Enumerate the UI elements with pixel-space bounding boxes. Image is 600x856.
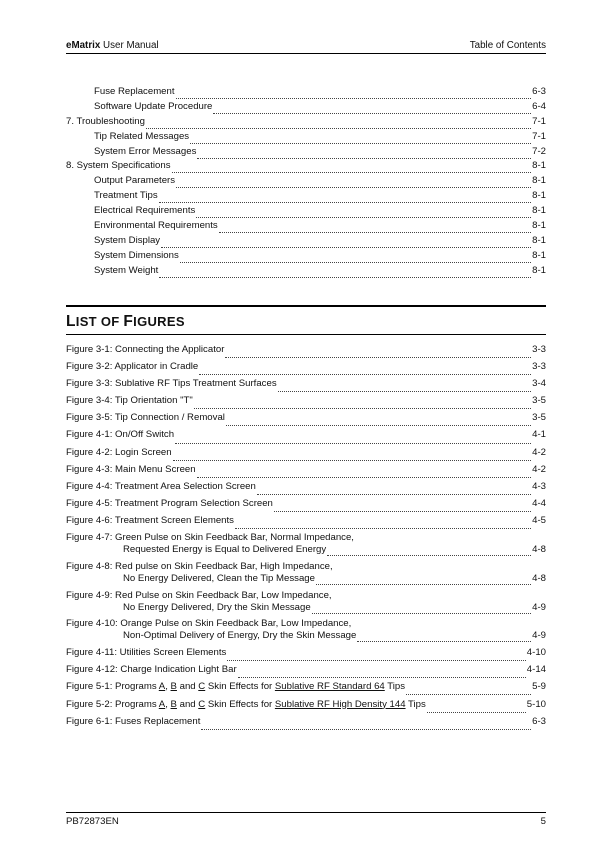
entry-page: 8-1 (532, 249, 546, 261)
dot-leader (226, 417, 531, 426)
figure-entry[interactable] (66, 412, 546, 429)
entry-page: 8-1 (532, 205, 546, 217)
figure-entry[interactable] (66, 532, 546, 557)
figure-entry[interactable] (66, 378, 546, 395)
figure-entry[interactable] (66, 395, 546, 412)
dot-leader (257, 486, 531, 495)
entry-label: Environmental Requirements (94, 220, 218, 232)
entry-page: 3-5 (532, 412, 546, 424)
entry-page: 8-1 (532, 264, 546, 276)
entry-label: Figure 4-4: Treatment Area Selection Screen (66, 480, 256, 492)
entry-label: Figure 3-5: Tip Connection / Removal (66, 412, 225, 424)
dot-leader (176, 179, 531, 188)
entry-label: Figure 6-1: Fuses Replacement (66, 715, 201, 727)
dot-leader (219, 224, 531, 233)
figure-entry[interactable] (66, 618, 546, 643)
dot-leader (274, 503, 531, 512)
figure-entry[interactable] (66, 590, 546, 615)
entry-label: Output Parameters (94, 175, 176, 187)
entry-page: 3-3 (532, 361, 546, 373)
dot-leader (427, 704, 526, 713)
entry-page: 4-5 (532, 514, 546, 526)
entry-label: Figure 4-2: Login Screen (66, 446, 172, 458)
entry-label: Figure 3-2: Applicator in Cradle (66, 361, 199, 373)
toc-entry[interactable] (66, 146, 546, 161)
entry-page: 7-2 (532, 145, 546, 157)
entry-page: 4-1 (532, 429, 546, 441)
dot-leader (225, 349, 531, 358)
entry-label-line-1: Figure 4-10: Orange Pulse on Skin Feedback Bar, Low Impedance, (66, 618, 352, 630)
figure-entry[interactable] (66, 481, 546, 498)
entry-page: 6-4 (532, 100, 546, 112)
dot-leader (213, 105, 531, 114)
dot-leader (327, 547, 531, 556)
dot-leader (197, 150, 531, 159)
dot-leader (159, 194, 532, 203)
figure-entry[interactable] (66, 664, 546, 681)
dot-leader (201, 721, 531, 730)
entry-page: 7-1 (532, 130, 546, 142)
toc-entry[interactable] (66, 86, 546, 101)
entry-label-line-2 (66, 630, 546, 643)
dot-leader (146, 120, 531, 129)
entry-page: 4-10 (526, 647, 546, 659)
figure-entry[interactable] (66, 561, 546, 586)
toc-entry[interactable] (66, 101, 546, 116)
figure-entry[interactable] (66, 344, 546, 361)
manual-title: eMatrix User Manual (66, 40, 159, 51)
dot-leader (316, 576, 531, 585)
figure-entry[interactable] (66, 464, 546, 481)
toc-entry[interactable] (66, 160, 546, 175)
entry-page: 7-1 (532, 115, 546, 127)
entry-label: 7. Troubleshooting (66, 115, 145, 127)
entry-page: 4-2 (532, 463, 546, 475)
dot-leader (180, 254, 531, 263)
dot-leader (175, 435, 531, 444)
dot-leader (357, 633, 531, 642)
dot-leader (161, 239, 531, 248)
divider (66, 334, 546, 335)
entry-page: 3-5 (532, 395, 546, 407)
dot-leader (235, 520, 531, 529)
dot-leader (190, 135, 531, 144)
entry-label: No Energy Delivered, Clean the Tip Message (123, 572, 315, 584)
entry-label: Figure 4-12: Charge Indication Light Bar (66, 664, 237, 676)
entry-page: 4-9 (532, 630, 546, 642)
figure-entry[interactable] (66, 447, 546, 464)
toc-entry[interactable] (66, 116, 546, 131)
dot-leader (312, 605, 531, 614)
figure-entry[interactable] (66, 361, 546, 378)
entry-page: 6-3 (532, 715, 546, 727)
entry-label-line-2 (66, 573, 546, 586)
entry-label: Non-Optimal Delivery of Energy, Dry the Skin Message (123, 630, 357, 642)
list-of-figures (66, 344, 546, 733)
entry-page: 4-9 (532, 601, 546, 613)
entry-page: 3-3 (532, 344, 546, 355)
entry-page: 8-1 (532, 190, 546, 202)
entry-label: Figure 3-1: Connecting the Applicator (66, 344, 225, 355)
entry-page: 4-2 (532, 446, 546, 458)
entry-label: Figure 4-6: Treatment Screen Elements (66, 514, 234, 526)
entry-label: Figure 5-1: Programs A, B and C Skin Effects for Sublative RF Standard 64 Tips (66, 681, 406, 693)
entry-label-line-1: Figure 4-9: Red Pulse on Skin Feedback Bar, Low Impedance, (66, 589, 332, 601)
entry-label: Figure 4-5: Treatment Program Selection Screen (66, 497, 273, 509)
figure-entry[interactable] (66, 647, 546, 664)
list-of-figures-heading: LIST OF FIGURES (66, 305, 546, 335)
entry-page: 6-3 (532, 86, 546, 97)
entry-page: 8-1 (532, 234, 546, 246)
dot-leader (197, 469, 532, 478)
toc-entry[interactable] (66, 190, 546, 205)
toc-entry[interactable] (66, 175, 546, 190)
entry-page: 8-1 (532, 220, 546, 232)
toc-entry[interactable] (66, 235, 546, 250)
dot-leader (194, 400, 531, 409)
dot-leader (196, 209, 531, 218)
dot-leader (199, 366, 531, 375)
entry-page: 8-1 (532, 175, 546, 187)
figure-entry[interactable] (66, 429, 546, 446)
page-header (66, 38, 546, 54)
dot-leader (227, 652, 525, 661)
entry-page: 5-9 (532, 681, 546, 693)
dot-leader (238, 669, 526, 678)
entry-label-line-2 (66, 544, 546, 557)
figure-entry[interactable] (66, 498, 546, 515)
entry-label: No Energy Delivered, Dry the Skin Message (123, 601, 311, 613)
page-footer (66, 812, 546, 827)
entry-label: Figure 3-4: Tip Orientation "T" (66, 395, 193, 407)
toc-entry[interactable] (66, 250, 546, 265)
entry-label: Electrical Requirements (94, 205, 196, 217)
entry-page: 8-1 (532, 160, 546, 172)
entry-label: Requested Energy is Equal to Delivered Energy (123, 544, 327, 556)
entry-label: Figure 3-3: Sublative RF Tips Treatment Surfaces (66, 378, 277, 390)
dot-leader (172, 164, 532, 173)
toc-entry[interactable] (66, 205, 546, 220)
toc-entry[interactable] (66, 265, 546, 280)
dot-leader (278, 383, 532, 392)
dot-leader (176, 90, 532, 99)
entry-label: System Display (94, 234, 161, 246)
entry-page: 4-3 (532, 480, 546, 492)
entry-label: Figure 4-11: Utilities Screen Elements (66, 647, 227, 659)
entry-label-line-1: Figure 4-8: Red pulse on Skin Feedback Bar, High Impedance, (66, 560, 333, 572)
entry-label: Treatment Tips (94, 190, 158, 202)
document-number: PB72873EN (66, 816, 119, 827)
entry-page: 5-10 (526, 698, 546, 710)
entry-label-line-2 (66, 602, 546, 615)
page-number: 5 (540, 816, 546, 827)
dot-leader (159, 269, 531, 278)
dot-leader (173, 452, 532, 461)
figure-entry[interactable] (66, 515, 546, 532)
entry-label: System Weight (94, 264, 159, 276)
entry-label: 8. System Specifications (66, 160, 171, 172)
toc-entry-figure-5-1[interactable] (66, 681, 546, 698)
entry-label: Fuse Replacement (94, 86, 175, 97)
entry-page: 4-4 (532, 497, 546, 509)
entry-label: Figure 4-1: On/Off Switch (66, 429, 175, 441)
entry-page: 4-8 (532, 572, 546, 584)
entry-label-line-1: Figure 4-7: Green Pulse on Skin Feedback Bar, Normal Impedance, (66, 532, 354, 544)
entry-label: Tip Related Messages (94, 130, 190, 142)
entry-label: Figure 5-2: Programs A, B and C Skin Effects for Sublative RF High Density 144 Tips (66, 698, 426, 710)
entry-label: System Dimensions (94, 249, 179, 261)
entry-label: System Error Messages (94, 145, 197, 157)
entry-page: 3-4 (532, 378, 546, 390)
entry-label: Software Update Procedure (94, 100, 213, 112)
table-of-contents (66, 86, 546, 280)
dot-leader (406, 686, 531, 695)
entry-page: 4-8 (532, 544, 546, 556)
toc-entry-figure-6-1[interactable] (66, 716, 546, 733)
section-title: Table of Contents (469, 40, 546, 51)
entry-label: Figure 4-3: Main Menu Screen (66, 463, 196, 475)
toc-entry-figure-5-2[interactable] (66, 699, 546, 716)
entry-page: 4-14 (526, 664, 546, 676)
toc-entry[interactable] (66, 131, 546, 146)
toc-entry[interactable] (66, 220, 546, 235)
